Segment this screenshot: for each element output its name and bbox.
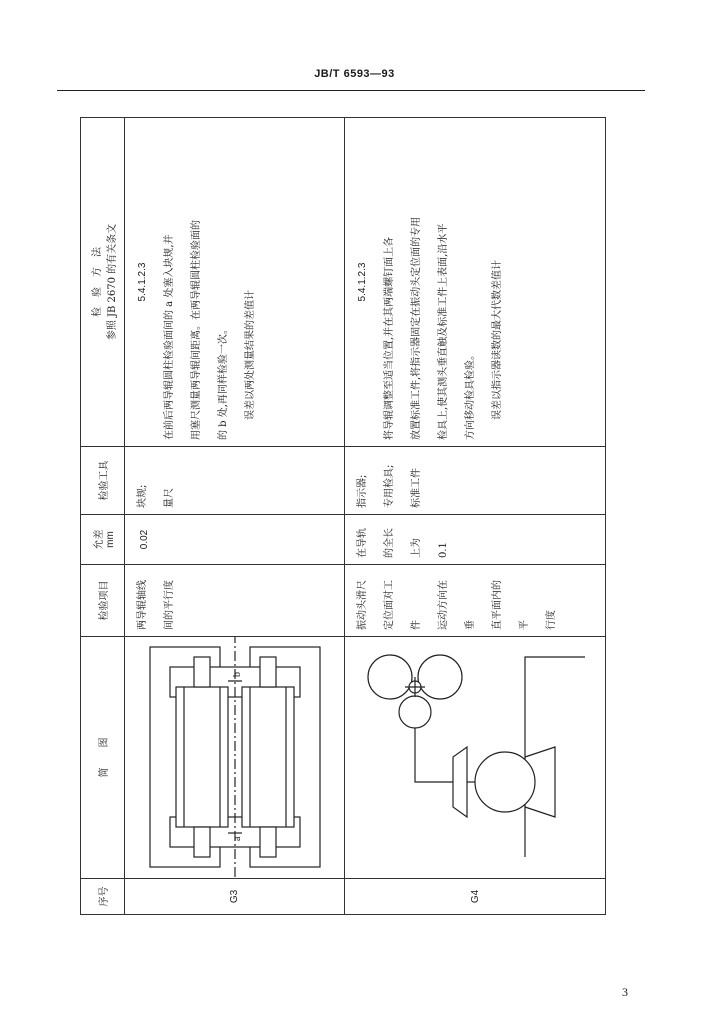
item-g4-line-1: 振动头滑尺 bbox=[357, 580, 368, 630]
twin-roller-diagram bbox=[130, 638, 340, 878]
method-g4-line-4: 方向移动检具检验。 bbox=[465, 350, 476, 440]
col-header-tolerance bbox=[81, 515, 125, 565]
label-a: a bbox=[231, 837, 243, 842]
serial-g4: G4 bbox=[345, 879, 606, 915]
note-g3: 误差以两处测量结果的差值计 bbox=[245, 290, 256, 420]
tools-g4-line-3: 标准工件 bbox=[411, 468, 422, 508]
method-reference: 参照 JB 2670 的有关条文 bbox=[106, 223, 118, 341]
label-b: b bbox=[231, 672, 243, 678]
vibrating-head-diagram bbox=[355, 638, 595, 878]
tools-g3-line-2: 量尺 bbox=[164, 488, 175, 508]
item-g4-line-3: 运动方向在垂 bbox=[438, 580, 476, 630]
tolerance-g4-line-1: 在导轨 bbox=[357, 528, 368, 558]
tools-g4 bbox=[345, 447, 606, 515]
col-header-method bbox=[81, 118, 125, 447]
tolerance-unit: mm bbox=[104, 531, 116, 548]
tools-g4-line-2: 专用检具; bbox=[384, 464, 395, 508]
item-g4-line-5: 行度 bbox=[546, 610, 557, 630]
method-g4-line-2: 放置标准工件,将指示器固定在振动头定位面的专用 bbox=[411, 216, 422, 440]
item-g4-line-2: 定位面对工件 bbox=[384, 580, 422, 630]
rotated-table-wrapper bbox=[80, 118, 605, 915]
indicator-head bbox=[453, 748, 467, 818]
figure-g4 bbox=[345, 637, 606, 879]
table-header-row bbox=[81, 118, 125, 915]
tolerance-g4 bbox=[345, 515, 606, 565]
header-rule bbox=[57, 90, 645, 91]
col-header-serial: 序号 bbox=[81, 879, 125, 915]
dial-indicator bbox=[399, 697, 431, 729]
clause-g3: 5.4.1.2.3 bbox=[137, 262, 148, 302]
method-g3-line-1: 在前后两导辊圆柱检验面间的 a 处塞入块规,并 bbox=[164, 234, 175, 440]
tools-g3-line-1: 块规; bbox=[137, 484, 148, 508]
clause-g4: 5.4.1.2.3 bbox=[357, 262, 368, 302]
method-title: 检 验 方 法 bbox=[91, 247, 103, 317]
item-g4-line-4: 直平面内的平 bbox=[492, 580, 530, 630]
tools-g4-line-1: 指示器; bbox=[357, 474, 368, 508]
inspection-table bbox=[80, 117, 606, 915]
roller-upper bbox=[368, 656, 412, 700]
tolerance-label: 允差 bbox=[93, 529, 105, 550]
workpiece-cylinder bbox=[475, 753, 535, 813]
method-g4-line-3: 检具上,使其测头垂直触及标准工件上表面,沿水平 bbox=[438, 223, 449, 440]
tools-g3 bbox=[125, 447, 345, 515]
spec-table-area bbox=[80, 118, 605, 915]
page-number: 3 bbox=[622, 985, 628, 999]
tolerance-g4-line-3: 上为 0.1 bbox=[411, 538, 449, 558]
method-g4 bbox=[345, 118, 606, 447]
item-g3-line-2: 间的平行度 bbox=[164, 580, 175, 630]
note-g4: 误差以指示器读数的最大代数差值计 bbox=[492, 260, 503, 420]
col-header-figure: 简 图 bbox=[81, 637, 125, 879]
item-g3 bbox=[125, 565, 345, 637]
method-g3 bbox=[125, 118, 345, 447]
roller-lower bbox=[418, 656, 462, 700]
lower-shaft-right bbox=[260, 658, 276, 688]
figure-g3 bbox=[125, 637, 345, 879]
method-g4-line-1: 将导辊调整至适当位置,并在其两端螺钉面上各 bbox=[384, 236, 395, 440]
item-g3-line-1: 两导辊轴线 bbox=[137, 580, 148, 630]
lower-shaft-left bbox=[260, 828, 276, 858]
tolerance-g4-line-2: 的全长 bbox=[384, 528, 395, 558]
col-header-tools: 检验工具 bbox=[81, 447, 125, 515]
standard-code: JB/T 6593—93 bbox=[314, 68, 395, 80]
serial-g3: G3 bbox=[125, 879, 345, 915]
col-header-item: 检验项目 bbox=[81, 565, 125, 637]
table-row bbox=[125, 118, 345, 915]
method-g3-line-2: 用塞尺测量两导辊间距离。在两导辊圆柱检验面的 bbox=[191, 220, 202, 440]
upper-shaft-left bbox=[194, 828, 210, 858]
upper-shaft-right bbox=[194, 658, 210, 688]
indicator-arm bbox=[415, 728, 453, 783]
table-row bbox=[345, 118, 606, 915]
item-g4 bbox=[345, 565, 606, 637]
method-g3-line-3: 的 b 处,再同样检验一次。 bbox=[218, 324, 229, 440]
tolerance-g3: 0.02 bbox=[125, 515, 345, 565]
